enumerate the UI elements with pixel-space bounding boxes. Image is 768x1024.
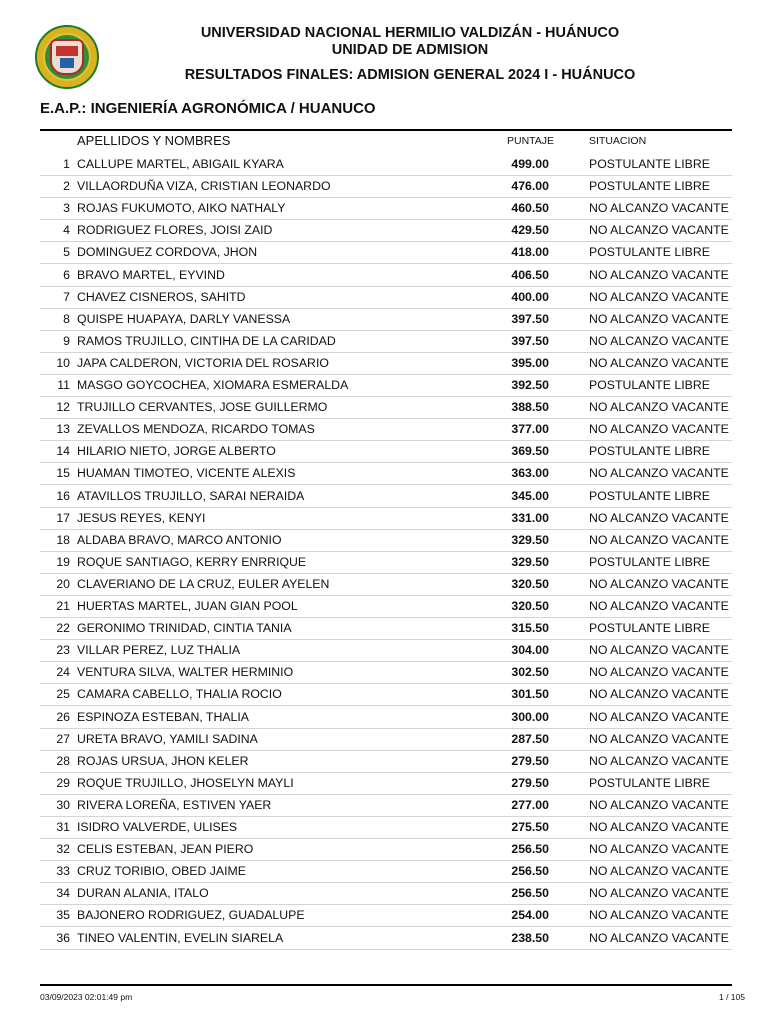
applicant-status: NO ALCANZO VACANTE [589, 687, 729, 702]
table-row [40, 751, 732, 773]
row-number: 16 [56, 488, 70, 503]
row-number: 28 [56, 753, 70, 768]
applicant-score: 256.50 [511, 864, 549, 879]
applicant-score: 395.00 [511, 355, 549, 370]
applicant-status: NO ALCANZO VACANTE [589, 731, 729, 746]
row-number: 25 [56, 687, 70, 702]
row-number: 35 [56, 908, 70, 923]
applicant-score: 397.50 [511, 311, 549, 326]
applicant-status: NO ALCANZO VACANTE [589, 842, 729, 857]
applicant-score: 418.00 [511, 245, 549, 260]
applicant-status: NO ALCANZO VACANTE [589, 709, 729, 724]
table-row [40, 773, 732, 795]
applicant-status: NO ALCANZO VACANTE [589, 820, 729, 834]
table-row [40, 596, 732, 618]
applicant-status: POSTULANTE LIBRE [589, 775, 710, 790]
applicant-status: NO ALCANZO VACANTE [589, 355, 729, 370]
table-row [40, 331, 732, 353]
row-number: 7 [63, 289, 70, 304]
applicant-name: QUISPE HUAPAYA, DARLY VANESSA [77, 311, 291, 326]
row-number: 17 [56, 510, 70, 525]
table-row [40, 707, 732, 729]
applicant-name: CELIS ESTEBAN, JEAN PIERO [77, 842, 254, 857]
applicant-status: NO ALCANZO VACANTE [589, 864, 729, 879]
table-row [40, 552, 732, 574]
row-number: 13 [56, 422, 70, 437]
applicant-name: VENTURA SILVA, WALTER HERMINIO [77, 665, 294, 680]
table-row [40, 463, 732, 485]
applicant-score: 238.50 [511, 930, 549, 945]
row-number: 11 [57, 378, 70, 392]
row-number: 1 [63, 157, 70, 171]
applicant-status: NO ALCANZO VACANTE [589, 201, 729, 216]
applicant-name: DOMINGUEZ CORDOVA, JHON [77, 245, 258, 260]
table-row [40, 662, 732, 684]
row-number: 27 [56, 731, 70, 746]
table-row [40, 618, 732, 640]
table-row [40, 530, 732, 552]
row-number: 4 [63, 223, 70, 238]
applicant-name: CALLUPE MARTEL, ABIGAIL KYARA [77, 157, 284, 171]
applicant-status: NO ALCANZO VACANTE [589, 599, 729, 613]
applicant-name: ATAVILLOS TRUJILLO, SARAI NERAIDA [77, 488, 305, 503]
applicant-status: NO ALCANZO VACANTE [589, 466, 729, 481]
table-row [40, 729, 732, 751]
table-bottom-rule [40, 984, 732, 986]
applicant-score: 302.50 [511, 665, 549, 680]
applicant-name: VILLAORDUÑA VIZA, CRISTIAN LEONARDO [77, 179, 331, 194]
applicant-score: 377.00 [511, 422, 549, 437]
applicant-score: 476.00 [511, 179, 549, 194]
applicant-name: ROJAS URSUA, JHON KELER [77, 753, 249, 768]
table-row [40, 287, 732, 309]
table-row [40, 684, 732, 706]
applicant-name: CHAVEZ CISNEROS, SAHITD [77, 289, 246, 304]
row-number: 10 [56, 355, 70, 370]
applicant-status: NO ALCANZO VACANTE [589, 576, 729, 591]
applicant-name: TRUJILLO CERVANTES, JOSE GUILLERMO [77, 400, 328, 415]
column-header-score: PUNTAJE [507, 135, 555, 147]
applicant-status: NO ALCANZO VACANTE [589, 643, 729, 658]
row-number: 32 [56, 842, 70, 857]
applicant-status: NO ALCANZO VACANTE [589, 400, 729, 415]
applicant-status: NO ALCANZO VACANTE [589, 333, 729, 348]
row-number: 20 [56, 576, 70, 591]
footer-timestamp: 03/09/2023 02:01:49 pm [40, 992, 133, 1002]
row-number: 19 [56, 554, 70, 569]
applicant-score: 277.00 [511, 797, 549, 812]
applicant-name: CAMARA CABELLO, THALIA ROCIO [77, 687, 282, 702]
table-row [40, 928, 732, 950]
applicant-status: NO ALCANZO VACANTE [589, 886, 729, 901]
applicant-status: NO ALCANZO VACANTE [589, 908, 729, 923]
applicant-name: BAJONERO RODRIGUEZ, GUADALUPE [77, 908, 305, 923]
row-number: 12 [56, 400, 70, 415]
applicant-score: 320.50 [511, 576, 549, 591]
applicant-score: 254.00 [511, 908, 549, 923]
row-number: 8 [63, 311, 70, 326]
row-number: 34 [56, 886, 70, 901]
table-row [40, 817, 732, 839]
applicant-name: JESUS REYES, KENYI [77, 510, 206, 525]
applicant-score: 315.50 [511, 621, 549, 636]
applicant-name: URETA BRAVO, YAMILI SADINA [77, 731, 258, 746]
applicant-score: 256.50 [511, 886, 549, 901]
column-header-name: APELLIDOS Y NOMBRES [77, 133, 231, 148]
row-number: 5 [63, 245, 70, 260]
applicant-name: ROJAS FUKUMOTO, AIKO NATHALY [77, 201, 286, 216]
table-row [40, 397, 732, 419]
table-row [40, 861, 732, 883]
applicant-name: HUERTAS MARTEL, JUAN GIAN POOL [77, 599, 298, 613]
applicant-name: RAMOS TRUJILLO, CINTIHA DE LA CARIDAD [77, 333, 336, 348]
applicant-score: 329.50 [511, 554, 549, 569]
applicant-status: NO ALCANZO VACANTE [589, 753, 729, 768]
applicant-score: 363.00 [511, 466, 549, 481]
university-title: UNIVERSIDAD NACIONAL HERMILIO VALDIZÁN - HUÁNUCO [200, 25, 620, 41]
seal-shield [50, 39, 84, 75]
table-row [40, 486, 732, 508]
applicant-score: 369.50 [511, 444, 549, 459]
row-number: 26 [56, 709, 70, 724]
applicant-score: 256.50 [511, 842, 549, 857]
applicant-name: CRUZ TORIBIO, OBED JAIME [77, 864, 246, 879]
applicant-name: MASGO GOYCOCHEA, XIOMARA ESMERALDA [77, 378, 349, 392]
applicant-name: CLAVERIANO DE LA CRUZ, EULER AYELEN [77, 576, 330, 591]
row-number: 3 [63, 201, 70, 216]
applicant-name: ROQUE SANTIAGO, KERRY ENRRIQUE [77, 554, 307, 569]
applicant-status: POSTULANTE LIBRE [589, 378, 710, 392]
applicant-score: 301.50 [511, 687, 549, 702]
row-number: 29 [56, 775, 70, 790]
applicant-name: GERONIMO TRINIDAD, CINTIA TANIA [77, 621, 292, 636]
table-row [40, 640, 732, 662]
table-row [40, 265, 732, 287]
column-header-status: SITUACION [589, 135, 647, 147]
applicant-status: POSTULANTE LIBRE [589, 488, 710, 503]
table-row [40, 508, 732, 530]
row-number: 30 [56, 797, 70, 812]
applicant-name: JAPA CALDERON, VICTORIA DEL ROSARIO [77, 355, 329, 370]
applicant-name: TINEO VALENTIN, EVELIN SIARELA [77, 930, 284, 945]
table-row [40, 905, 732, 927]
applicant-score: 304.00 [511, 643, 549, 658]
table-row [40, 154, 732, 176]
applicant-name: ROQUE TRUJILLO, JHOSELYN MAYLI [77, 775, 294, 790]
applicant-score: 429.50 [511, 223, 549, 238]
applicant-score: 279.50 [511, 753, 549, 768]
applicant-status: NO ALCANZO VACANTE [589, 510, 729, 525]
applicant-name: HILARIO NIETO, JORGE ALBERTO [77, 444, 276, 459]
applicant-status: NO ALCANZO VACANTE [589, 289, 729, 304]
applicant-score: 300.00 [511, 709, 549, 724]
applicant-status: POSTULANTE LIBRE [589, 554, 710, 569]
applicant-status: POSTULANTE LIBRE [589, 157, 710, 171]
table-row [40, 198, 732, 220]
table-row [40, 883, 732, 905]
row-number: 24 [56, 665, 70, 680]
row-number: 6 [63, 267, 70, 282]
applicant-status: NO ALCANZO VACANTE [589, 422, 729, 437]
row-number: 36 [56, 930, 70, 945]
university-seal-logo [35, 25, 99, 89]
table-row [40, 375, 732, 397]
applicant-status: NO ALCANZO VACANTE [589, 930, 729, 945]
row-number: 33 [56, 864, 70, 879]
applicant-score: 388.50 [511, 400, 549, 415]
applicant-status: POSTULANTE LIBRE [589, 245, 710, 260]
applicant-status: NO ALCANZO VACANTE [589, 665, 729, 680]
applicant-status: NO ALCANZO VACANTE [589, 797, 729, 812]
row-number: 14 [56, 444, 70, 459]
applicant-name: HUAMAN TIMOTEO, VICENTE ALEXIS [77, 466, 296, 481]
row-number: 2 [63, 179, 70, 194]
applicant-name: ESPINOZA ESTEBAN, THALIA [77, 709, 249, 724]
footer-page-number: 1 / 105 [719, 992, 745, 1002]
applicant-status: POSTULANTE LIBRE [589, 444, 710, 459]
applicant-score: 406.50 [511, 267, 549, 282]
table-top-rule [40, 129, 732, 131]
applicant-name: BRAVO MARTEL, EYVIND [77, 267, 225, 282]
table-row [40, 353, 732, 375]
eap-title: E.A.P.: INGENIERÍA AGRONÓMICA / HUANUCO [40, 100, 376, 117]
results-title: RESULTADOS FINALES: ADMISION GENERAL 2024 I - HUÁNUCO [184, 67, 636, 83]
table-row [40, 176, 732, 198]
applicant-score: 499.00 [511, 157, 549, 171]
row-number: 23 [56, 643, 70, 658]
table-row [40, 839, 732, 861]
table-row [40, 309, 732, 331]
applicant-status: NO ALCANZO VACANTE [589, 223, 729, 238]
applicant-status: NO ALCANZO VACANTE [589, 311, 729, 326]
applicant-name: ZEVALLOS MENDOZA, RICARDO TOMAS [77, 422, 315, 437]
row-number: 9 [63, 333, 70, 348]
applicant-name: RODRIGUEZ FLORES, JOISI ZAID [77, 223, 273, 238]
applicant-score: 331.00 [511, 510, 549, 525]
applicant-score: 329.50 [511, 532, 549, 547]
applicant-status: NO ALCANZO VACANTE [589, 532, 729, 547]
applicant-score: 345.00 [511, 488, 549, 503]
unit-title: UNIDAD DE ADMISION [331, 42, 489, 58]
applicant-name: ALDABA BRAVO, MARCO ANTONIO [77, 532, 282, 547]
applicant-name: DURAN ALANIA, ITALO [77, 886, 209, 901]
applicant-status: NO ALCANZO VACANTE [589, 267, 729, 282]
applicant-status: POSTULANTE LIBRE [589, 179, 710, 194]
row-number: 18 [56, 532, 70, 547]
applicant-name: RIVERA LOREÑA, ESTIVEN YAER [77, 797, 272, 812]
applicant-score: 392.50 [511, 378, 549, 392]
applicant-score: 460.50 [511, 201, 549, 216]
table-row [40, 220, 732, 242]
applicant-name: ISIDRO VALVERDE, ULISES [77, 820, 238, 834]
row-number: 21 [56, 599, 70, 613]
applicant-score: 400.00 [511, 289, 549, 304]
table-row [40, 574, 732, 596]
table-row [40, 795, 732, 817]
applicant-status: POSTULANTE LIBRE [589, 621, 710, 636]
table-row [40, 441, 732, 463]
table-row [40, 242, 732, 264]
applicant-score: 320.50 [511, 599, 549, 613]
applicant-score: 275.50 [511, 820, 549, 834]
applicant-name: VILLAR PEREZ, LUZ THALIA [77, 643, 241, 658]
table-row [40, 419, 732, 441]
applicant-score: 397.50 [511, 333, 549, 348]
row-number: 15 [56, 466, 70, 481]
row-number: 22 [56, 621, 70, 636]
row-number: 31 [56, 820, 70, 834]
applicant-score: 279.50 [511, 775, 549, 790]
applicant-score: 287.50 [511, 731, 549, 746]
